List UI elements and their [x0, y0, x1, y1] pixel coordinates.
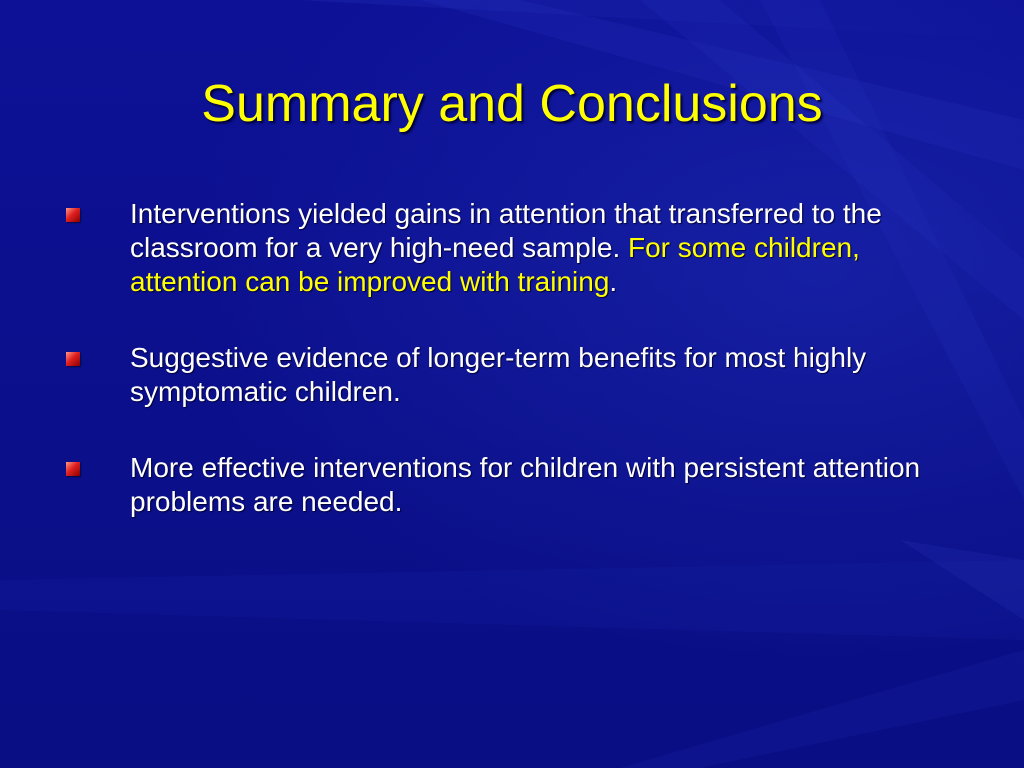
bullet-text: Interventions yielded gains in attention that transferred to the classroom for a very high-need sample. — [130, 198, 882, 263]
bullet-item — [60, 451, 970, 519]
bullet-marker-icon — [66, 462, 80, 476]
bullet-text: Suggestive evidence of longer-term benefits for most highly symptomatic children. — [130, 342, 867, 407]
background-ray — [0, 560, 1024, 640]
bullet-marker-icon — [66, 208, 80, 222]
bullet-item — [60, 197, 970, 299]
slide-title: Summary and Conclusions — [201, 75, 823, 133]
bullet-item — [60, 341, 970, 409]
background-ray — [620, 650, 1024, 768]
bullet-suffix: . — [609, 266, 618, 297]
bullet-highlight-text: For some children, attention can be improved with training — [130, 232, 860, 297]
bullet-text: More effective interventions for children with persistent attention problems are needed. — [130, 452, 921, 517]
bullet-marker-icon — [66, 352, 80, 366]
bullet-list — [60, 197, 970, 519]
